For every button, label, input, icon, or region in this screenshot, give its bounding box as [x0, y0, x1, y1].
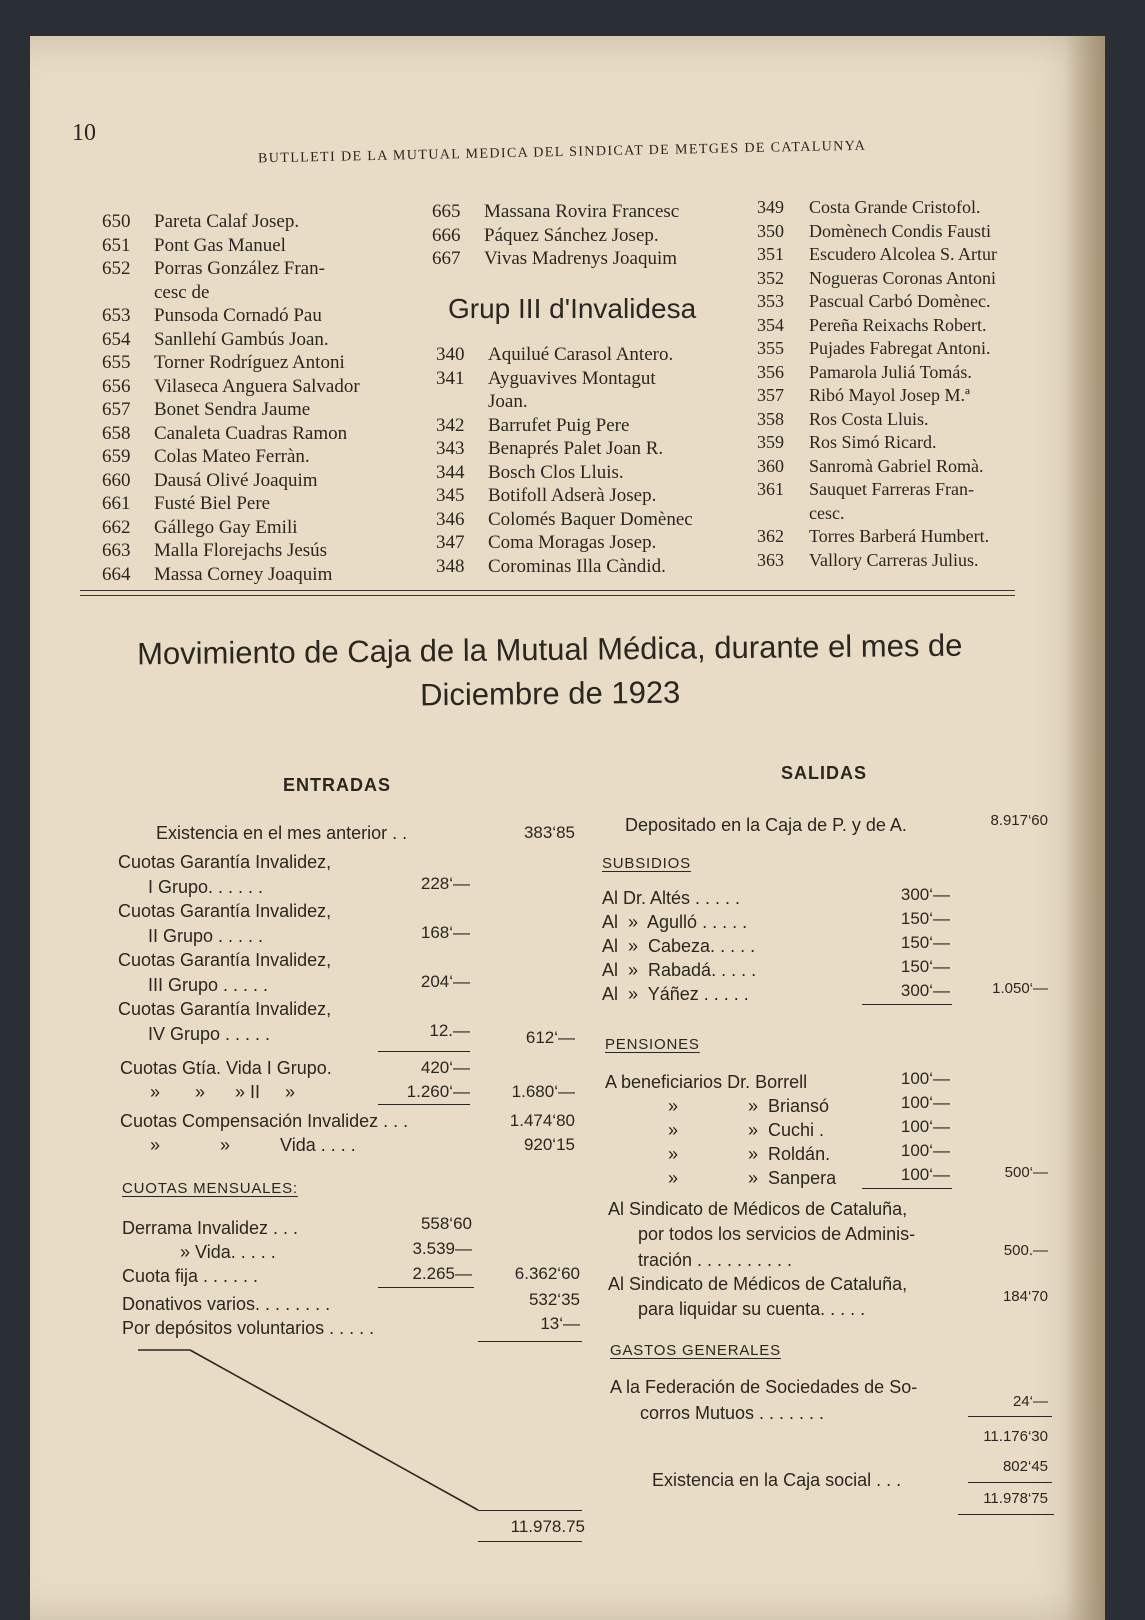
member-number: 350: [757, 220, 784, 241]
member-number: 651: [102, 234, 131, 256]
member-name: Torres Barberá Humbert.: [809, 526, 990, 546]
member-number: 659: [102, 446, 131, 467]
member-name: Pereña Reixachs Robert.: [809, 314, 987, 335]
member-name: Ros Costa Lluis.: [809, 408, 929, 429]
subsidio-value: 150‘—: [900, 933, 950, 952]
existencia-caja-label: Existencia en la Caja social . . .: [652, 1470, 902, 1490]
member-number: 657: [102, 399, 131, 420]
subsidios-total: 1.050‘—: [992, 980, 1048, 997]
pension-value: 100‘—: [900, 1093, 950, 1112]
comp-invalidez-label: Cuotas Compensación Invalidez . . .: [120, 1111, 409, 1131]
member-name: Pamarola Juliá Tomás.: [809, 361, 972, 382]
member-name: Porras González Fran-: [154, 258, 325, 279]
member-name: Nogueras Coronas Antoni: [809, 267, 996, 288]
sindicato2-line1: Al Sindicato de Médicos de Cataluña,: [608, 1274, 908, 1294]
cuota-fija-label: Cuota fija . . . . . .: [122, 1266, 259, 1286]
member-name: Sanllehí Gambús Joan.: [154, 328, 329, 350]
member-name: Páquez Sánchez Josep.: [484, 224, 659, 246]
depositos-label: Por depósitos voluntarios . . . . .: [122, 1318, 375, 1338]
member-name: Fusté Biel Pere: [154, 493, 271, 514]
subsidio-label: Al » Rabadá. . . . .: [602, 960, 757, 980]
member-number: 353: [757, 291, 784, 311]
member-number: 655: [102, 352, 131, 373]
derrama-invalidez-value: 558‘60: [420, 1214, 472, 1233]
member-name-continuation: cesc de: [154, 281, 210, 303]
member-name: Pont Gas Manuel: [154, 234, 286, 256]
member-name: Malla Florejachs Jesús: [154, 540, 328, 561]
cuotas-gi-value: 168‘—: [420, 923, 470, 942]
member-number: 352: [757, 267, 784, 288]
member-number: 656: [102, 375, 131, 397]
cuotas-gi-value: 204‘—: [420, 972, 470, 991]
pension-label: » » Roldán.: [668, 1144, 831, 1164]
member-number: 662: [102, 516, 131, 538]
member-name: Dausá Olivé Joaquim: [154, 469, 318, 491]
member-name: Colas Mateo Ferràn.: [154, 446, 310, 467]
member-number: 345: [436, 485, 465, 506]
member-name-continuation: cesc.: [809, 502, 845, 523]
member-number: 356: [757, 361, 784, 382]
member-number: 354: [757, 314, 784, 335]
sindicato1-line3: tración . . . . . . . . . .: [638, 1250, 793, 1270]
gastos-heading: GASTOS GENERALES: [610, 1342, 781, 1359]
salidas-grand-total: 11.978‘75: [983, 1490, 1048, 1507]
subsidio-label: Al Dr. Altés . . . . .: [602, 888, 741, 908]
donativos-label: Donativos varios. . . . . . . .: [122, 1294, 331, 1314]
federacion-underline: [968, 1416, 1052, 1417]
salidas-grand-total-underline: [958, 1514, 1054, 1515]
member-name: Pujades Fabregat Antoni.: [809, 338, 991, 358]
derrama-vida-value: 3.539—: [412, 1239, 472, 1258]
cuotas-gi-line2: IV Grupo . . . . .: [148, 1024, 271, 1044]
member-name: Coma Moragas Josep.: [488, 532, 657, 553]
comp-vida-value: 920‘15: [523, 1135, 575, 1154]
pension-label: » » Cuchi .: [668, 1120, 825, 1140]
subsidios-heading: SUBSIDIOS: [602, 855, 691, 872]
member-number: 362: [757, 526, 784, 546]
member-number: 342: [436, 414, 465, 436]
member-number: 346: [436, 508, 465, 530]
member-number: 654: [102, 328, 131, 350]
existencia-caja-underline: [968, 1482, 1052, 1483]
federacion-line1: A la Federación de Sociedades de So-: [610, 1377, 918, 1397]
member-number: 660: [102, 469, 131, 491]
vida-label-2: » » » II »: [150, 1082, 296, 1102]
sindicato1-value: 500.—: [1003, 1242, 1048, 1259]
member-number: 341: [436, 367, 465, 389]
pension-value: 100‘—: [900, 1117, 950, 1136]
cuotas-gi-line1: Cuotas Garantía Invalidez,: [118, 901, 332, 921]
cuotas-gi-line1: Cuotas Garantía Invalidez,: [118, 852, 332, 872]
member-number: 344: [436, 461, 465, 483]
donativos-value: 532‘35: [528, 1290, 580, 1309]
member-name: Escudero Alcolea S. Artur: [809, 244, 997, 264]
member-name: Vivas Madrenys Joaquim: [484, 248, 678, 269]
member-name: Domènech Condis Fausti: [809, 220, 991, 241]
member-name: Canaleta Cuadras Ramon: [154, 422, 348, 444]
grand-total-line-2: [478, 1541, 582, 1542]
member-name: Vallory Carreras Julius.: [809, 549, 979, 570]
running-title: BUTLLETI DE LA MUTUAL MEDICA DEL SINDICAT DE METGES DE CATALUNYA: [257, 138, 867, 167]
member-name: Bosch Clos Lluis.: [488, 461, 624, 483]
subsidio-value: 150‘—: [900, 957, 950, 976]
page-number: 10: [72, 120, 96, 146]
vida-value-2: 1.260‘—: [406, 1082, 470, 1101]
member-number: 666: [432, 224, 461, 246]
member-name: Aquilué Carasol Antero.: [488, 344, 674, 365]
member-number: 652: [102, 258, 131, 279]
pension-label: » » Sanpera: [668, 1168, 837, 1188]
member-number: 661: [102, 493, 131, 514]
member-name: Massa Corney Joaquim: [154, 563, 333, 585]
derrama-vida-label: » Vida. . . . .: [180, 1242, 276, 1262]
member-name: Sanromà Gabriel Romà.: [809, 455, 984, 476]
member-number: 363: [757, 549, 784, 570]
member-number: 665: [432, 201, 461, 222]
existencia-caja-value: 802‘45: [1002, 1458, 1048, 1475]
member-number: 359: [757, 432, 784, 452]
member-name: Gállego Gay Emili: [154, 516, 298, 538]
depositado-value: 8.917‘60: [990, 812, 1048, 829]
member-name: Torner Rodríguez Antoni: [154, 352, 345, 373]
subsidio-label: Al » Yáñez . . . . .: [602, 984, 749, 1004]
cuotas-gi-line2: I Grupo. . . . . .: [148, 877, 264, 897]
member-name: Ayguavives Montagut: [488, 367, 656, 389]
member-number: 357: [757, 385, 784, 405]
vida-value-1: 420‘—: [420, 1058, 470, 1077]
subsidio-label: Al » Cabeza. . . . .: [602, 936, 756, 956]
cuotas-gi-line2: II Grupo . . . . .: [148, 926, 264, 946]
member-number: 355: [757, 338, 784, 358]
member-number: 358: [757, 408, 784, 429]
member-number: 340: [436, 344, 465, 365]
pensiones-total: 500‘—: [1004, 1164, 1048, 1181]
member-name: Colomés Baquer Domènec: [488, 508, 693, 530]
vida-total: 1.680‘—: [511, 1082, 575, 1101]
sindicato2-value: 184‘70: [1002, 1288, 1048, 1305]
cuotas-gi-value: 12.—: [429, 1021, 470, 1040]
pension-label: A beneficiarios Dr. Borrell: [605, 1072, 808, 1092]
pensiones-underline: [862, 1188, 952, 1189]
member-name: Botifoll Adserà Josep.: [488, 485, 657, 506]
group-title: Grup III d'Invalidesa: [448, 293, 697, 324]
member-name: Barrufet Puig Pere: [488, 414, 630, 436]
existencia-value: 383‘85: [523, 823, 575, 842]
member-number: 653: [102, 305, 131, 326]
comp-invalidez-value: 1.474‘80: [509, 1111, 575, 1130]
salidas-subtotal: 11.176‘30: [983, 1428, 1048, 1445]
derrama-invalidez-label: Derrama Invalidez . . .: [122, 1218, 299, 1238]
entradas-heading: ENTRADAS: [283, 775, 392, 795]
member-name-continuation: Joan.: [488, 391, 528, 412]
comp-vida-label: » » Vida . . . .: [150, 1135, 356, 1155]
main-title-line1: Movimiento de Caja de la Mutual Médica, durante el mes de: [136, 627, 963, 672]
member-name: Corominas Illa Càndid.: [488, 555, 666, 577]
pension-label: » » Briansó: [668, 1096, 830, 1116]
member-name: Massana Rovira Francesc: [484, 201, 680, 222]
cuotas-gi-value: 228‘—: [420, 874, 470, 893]
member-number: 343: [436, 438, 465, 459]
cuotas-mensuales-heading: CUOTAS MENSUALES:: [122, 1180, 298, 1197]
pensiones-heading: PENSIONES: [605, 1036, 700, 1053]
sindicato1-line2: por todos los servicios de Adminis-: [638, 1224, 916, 1244]
subsidio-value: 300‘—: [900, 885, 950, 904]
member-name: Vilaseca Anguera Salvador: [154, 375, 360, 397]
member-number: 348: [436, 555, 465, 577]
member-name: Pareta Calaf Josep.: [154, 211, 300, 232]
member-name: Pascual Carbó Domènec.: [809, 291, 991, 311]
member-number: 360: [757, 455, 784, 476]
cuota-fija-value: 2.265—: [412, 1264, 472, 1283]
pension-value: 100‘—: [900, 1141, 950, 1160]
member-number: 667: [432, 248, 461, 269]
cuotas-gi-total: 612‘—: [525, 1028, 575, 1047]
sindicato1-line1: Al Sindicato de Médicos de Cataluña,: [608, 1199, 908, 1219]
member-number: 351: [757, 244, 784, 264]
subsidio-value: 150‘—: [900, 909, 950, 928]
member-number: 663: [102, 540, 131, 561]
federacion-line2: corros Mutuos . . . . . . .: [640, 1403, 825, 1423]
existencia-label: Existencia en el mes anterior . .: [156, 823, 408, 843]
federacion-value: 24‘—: [1012, 1393, 1048, 1410]
grand-total-line-1: [478, 1510, 582, 1511]
member-number: 347: [436, 532, 465, 553]
member-name: Ros Simó Ricard.: [809, 432, 937, 452]
subsidios-underline: [862, 1004, 952, 1005]
subsidio-value: 300‘—: [900, 981, 950, 1000]
depositado-label: Depositado en la Caja de P. y de A.: [625, 815, 907, 835]
subsidio-label: Al » Agulló . . . . .: [602, 912, 748, 932]
member-number: 664: [102, 563, 131, 585]
sindicato2-line2: para liquidar su cuenta. . . . .: [638, 1299, 866, 1319]
salidas-heading: SALIDAS: [781, 763, 868, 783]
depositos-value: 13‘—: [540, 1314, 580, 1333]
cuotas-gi-line1: Cuotas Garantía Invalidez,: [118, 950, 332, 970]
member-name: Punsoda Cornadó Pau: [154, 305, 322, 326]
member-number: 361: [757, 479, 784, 499]
member-name: Ribó Mayol Josep M.ª: [809, 385, 970, 405]
member-name: Bonet Sendra Jaume: [154, 399, 311, 420]
entradas-grand-total: 11.978.75: [510, 1517, 585, 1536]
pension-value: 100‘—: [900, 1069, 950, 1088]
cuotas-gi-line1: Cuotas Garantía Invalidez,: [118, 999, 332, 1019]
member-number: 650: [102, 211, 131, 232]
member-name: Benaprés Palet Joan R.: [488, 438, 664, 459]
member-name: Costa Grande Cristofol.: [809, 197, 981, 217]
cuotas-gi-line2: III Grupo . . . . .: [148, 975, 269, 995]
main-title-line2: Diciembre de 1923: [419, 674, 681, 713]
member-number: 658: [102, 422, 131, 444]
mensuales-total: 6.362‘60: [514, 1264, 580, 1283]
member-number: 349: [757, 197, 784, 217]
vida-label-1: Cuotas Gtía. Vida I Grupo.: [120, 1058, 332, 1078]
pension-value: 100‘—: [900, 1165, 950, 1184]
member-name: Sauquet Farreras Fran-: [809, 479, 974, 499]
